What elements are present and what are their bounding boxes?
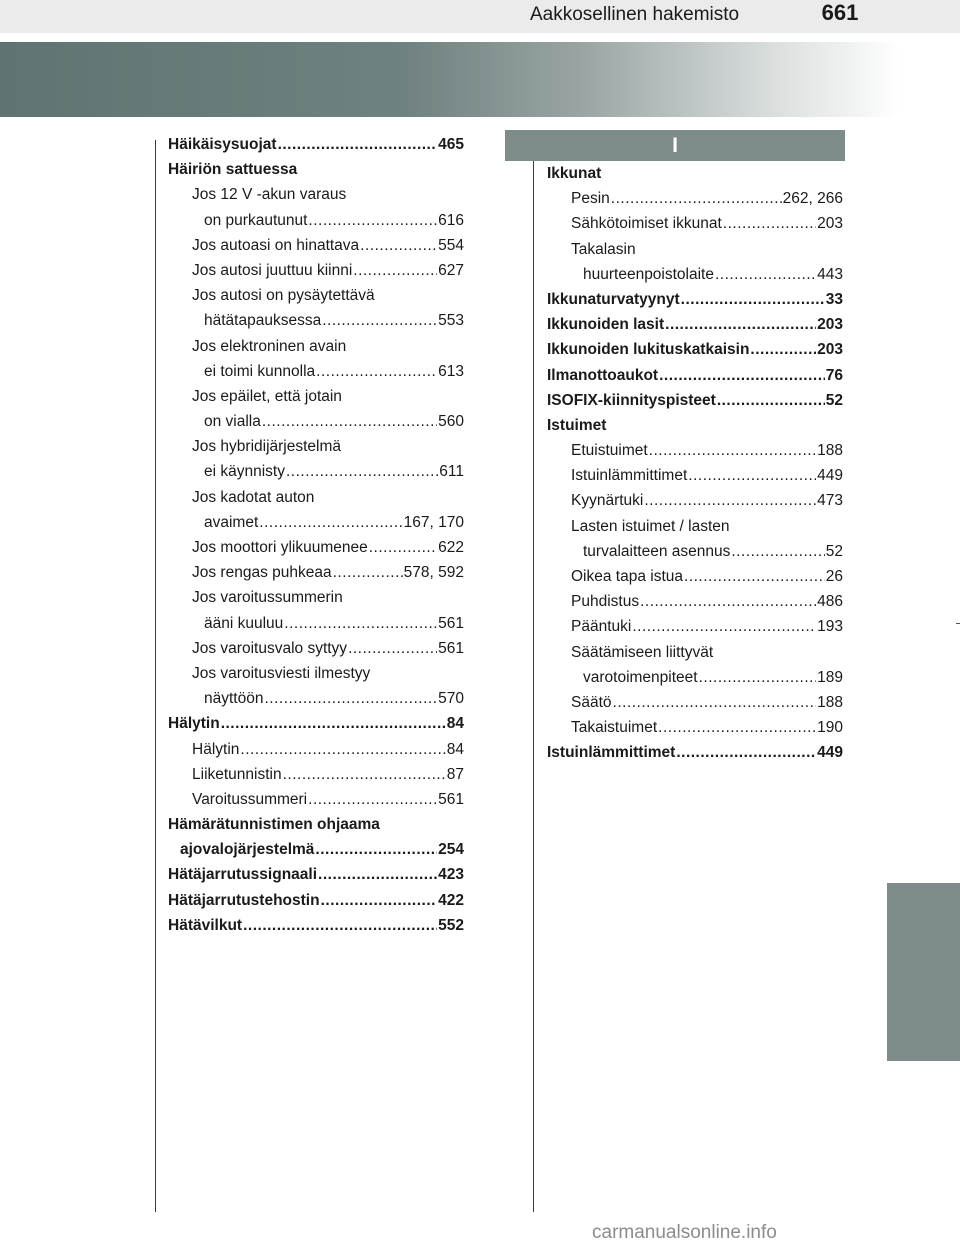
index-entry-text: Ilmanottoaukot bbox=[547, 366, 659, 384]
index-entry-text: on purkautunut bbox=[204, 211, 308, 229]
index-entry-text: Pääntuki bbox=[571, 618, 632, 636]
index-entry-page: 84 bbox=[446, 740, 464, 758]
index-entry-text: on vialla bbox=[204, 413, 261, 431]
index-entry bbox=[168, 510, 464, 535]
index-entry bbox=[168, 787, 464, 812]
index-entry-text: Säätö bbox=[571, 693, 612, 711]
chapter-side-tab bbox=[887, 883, 960, 1061]
index-entry bbox=[168, 837, 464, 862]
index-entry-text: Säätämiseen liittyvät bbox=[571, 643, 714, 661]
index-column-left bbox=[168, 132, 464, 938]
index-entry-text: Jos rengas puhkeaa bbox=[192, 564, 332, 582]
index-entry-text: huurteenpoistolaite bbox=[583, 265, 714, 283]
index-entry-text: Ikkunoiden lasit bbox=[547, 316, 665, 334]
index-entry-text: hätätapauksessa bbox=[204, 312, 322, 330]
index-entry bbox=[168, 711, 464, 736]
index-entry bbox=[168, 661, 464, 686]
section-title: Aakkosellinen hakemisto bbox=[530, 4, 740, 25]
index-entry-text: Jos 12 V -akun varaus bbox=[192, 186, 347, 204]
index-entry bbox=[547, 740, 843, 765]
index-entry-text: turvalaitteen asennus bbox=[583, 542, 731, 560]
index-entry-text: Jos autosi juuttuu kiinni bbox=[192, 261, 353, 279]
index-entry-page: 262, 266 bbox=[782, 190, 843, 208]
dot-leader bbox=[353, 258, 437, 283]
letter-header: I bbox=[505, 130, 845, 161]
index-entry bbox=[547, 463, 843, 488]
dot-leader bbox=[750, 337, 816, 362]
index-entry bbox=[547, 589, 843, 614]
dot-leader bbox=[318, 862, 437, 887]
index-entry bbox=[168, 560, 464, 585]
dot-leader bbox=[284, 611, 437, 636]
index-entry bbox=[547, 262, 843, 287]
index-entry bbox=[168, 258, 464, 283]
dot-leader bbox=[715, 262, 816, 287]
index-entry-text: Oikea tapa istua bbox=[571, 568, 684, 585]
dot-leader bbox=[684, 564, 825, 589]
index-entry-text: Jos kadotat auton bbox=[192, 488, 315, 506]
index-entry-page: 167, 170 bbox=[403, 513, 464, 531]
index-entry-page: 560 bbox=[438, 413, 464, 431]
dot-leader bbox=[308, 787, 437, 812]
dot-leader bbox=[644, 488, 816, 513]
index-entry bbox=[168, 611, 464, 636]
index-entry-text: Sähkötoimiset ikkunat bbox=[571, 215, 722, 233]
index-entry bbox=[168, 459, 464, 484]
right-column-rule bbox=[533, 140, 534, 1212]
index-entry bbox=[547, 539, 843, 564]
dot-leader bbox=[321, 888, 438, 913]
index-column-right bbox=[547, 161, 843, 766]
index-entry-text: näyttöön bbox=[204, 690, 264, 708]
dot-leader bbox=[369, 535, 437, 560]
dot-leader bbox=[278, 132, 438, 157]
index-entry-text: Ikkunoiden lukituskatkaisin bbox=[547, 341, 750, 359]
index-entry-page: 561 bbox=[438, 614, 464, 632]
index-entry-page: 203 bbox=[817, 316, 843, 334]
index-entry bbox=[168, 182, 464, 207]
index-entry-text: Etuistuimet bbox=[571, 442, 648, 460]
index-entry bbox=[168, 157, 464, 182]
index-entry-page: 76 bbox=[825, 366, 843, 384]
index-entry-page: 561 bbox=[438, 639, 464, 657]
index-entry bbox=[168, 233, 464, 258]
index-entry bbox=[168, 913, 464, 938]
index-entry bbox=[547, 237, 843, 262]
index-entry bbox=[168, 812, 464, 837]
index-entry-text: ISOFIX-kiinnityspisteet bbox=[547, 391, 716, 409]
index-entry-text: Liiketunnistin bbox=[192, 765, 282, 783]
index-entry-text: Takalasin bbox=[571, 240, 636, 258]
index-entry-page: 561 bbox=[438, 790, 464, 808]
index-entry bbox=[168, 535, 464, 560]
index-entry bbox=[547, 388, 843, 413]
index-entry-page: 422 bbox=[438, 891, 464, 909]
index-entry-text: Hälytin bbox=[192, 740, 240, 758]
index-entry-page: 486 bbox=[817, 593, 843, 611]
index-entry bbox=[547, 186, 843, 211]
index-entry bbox=[168, 485, 464, 510]
index-entry bbox=[547, 614, 843, 639]
index-entry bbox=[168, 132, 464, 157]
dot-leader bbox=[221, 711, 446, 736]
index-entry-text: Varoitussummeri bbox=[192, 790, 308, 808]
index-entry-text: Ikkunaturvatyynyt bbox=[547, 290, 680, 308]
dot-leader bbox=[611, 186, 782, 211]
index-entry-page: 193 bbox=[817, 618, 843, 636]
index-entry-text: Istuinlämmittimet bbox=[571, 467, 688, 485]
index-entry-text: Takaistuimet bbox=[571, 719, 658, 737]
index-entry-page: 87 bbox=[446, 765, 464, 783]
index-entry bbox=[547, 640, 843, 665]
dot-leader bbox=[632, 614, 816, 639]
dot-leader bbox=[717, 388, 825, 413]
index-entry bbox=[168, 636, 464, 661]
index-entry bbox=[168, 862, 464, 887]
index-entry bbox=[547, 690, 843, 715]
index-entry bbox=[168, 384, 464, 409]
index-entry-text: Jos varoitussummerin bbox=[192, 589, 343, 607]
index-entry bbox=[168, 585, 464, 610]
index-entry-page: 552 bbox=[438, 916, 464, 934]
index-entry bbox=[547, 438, 843, 463]
index-entry-page: 423 bbox=[438, 866, 464, 884]
index-entry-text: Lasten istuimet / lasten bbox=[571, 517, 730, 535]
index-entry-text: Jos hybridijärjestelmä bbox=[192, 438, 342, 456]
index-entry-page: 553 bbox=[438, 312, 464, 330]
index-entry bbox=[547, 715, 843, 740]
index-entry-text: Istuimet bbox=[547, 416, 607, 434]
dot-leader bbox=[640, 589, 816, 614]
index-entry bbox=[547, 413, 843, 438]
index-entry-page: 449 bbox=[817, 467, 843, 485]
index-entry-text: Jos varoitusvalo syttyy bbox=[192, 639, 348, 657]
index-entry-page: 254 bbox=[438, 841, 464, 859]
dot-leader bbox=[316, 359, 437, 384]
index-entry bbox=[547, 514, 843, 539]
index-entry-text: avaimet bbox=[204, 513, 259, 531]
index-entry-text: ajovalojärjestelmä bbox=[180, 841, 315, 859]
dot-leader bbox=[259, 510, 402, 535]
dot-leader bbox=[264, 686, 437, 711]
index-entry-page: 570 bbox=[438, 690, 464, 708]
index-entry-text: Jos elektroninen avain bbox=[192, 337, 347, 355]
index-entry bbox=[547, 363, 843, 388]
dot-leader bbox=[283, 762, 446, 787]
index-entry-page: 613 bbox=[438, 362, 464, 380]
index-entry-text: ääni kuuluu bbox=[204, 614, 284, 632]
index-entry-page: 188 bbox=[817, 442, 843, 460]
index-entry bbox=[168, 308, 464, 333]
watermark: carmanualsonline.info bbox=[592, 1222, 777, 1243]
dot-leader bbox=[688, 463, 816, 488]
index-entry-text: Häikäisysuojat bbox=[168, 136, 277, 153]
index-entry-text: Häiriön sattuessa bbox=[168, 161, 298, 179]
dot-leader bbox=[240, 737, 445, 762]
dot-leader bbox=[360, 233, 437, 258]
index-entry bbox=[168, 283, 464, 308]
dot-leader bbox=[262, 409, 437, 434]
dot-leader bbox=[676, 740, 816, 765]
index-entry-page: 554 bbox=[438, 236, 464, 254]
dot-leader bbox=[649, 438, 816, 463]
index-entry-text: ei toimi kunnolla bbox=[204, 362, 316, 380]
index-entry-text: Hätävilkut bbox=[168, 916, 243, 934]
index-entry bbox=[547, 488, 843, 513]
left-column-rule bbox=[155, 140, 156, 1212]
index-entry bbox=[168, 208, 464, 233]
index-entry bbox=[547, 665, 843, 690]
dot-leader bbox=[333, 560, 403, 585]
index-entry-text: Jos autosi on pysäytettävä bbox=[192, 287, 375, 305]
dot-leader bbox=[723, 211, 816, 236]
index-entry bbox=[168, 434, 464, 459]
index-entry-page: 189 bbox=[817, 668, 843, 686]
index-entry-page: 473 bbox=[817, 492, 843, 510]
dot-leader bbox=[699, 665, 817, 690]
index-entry bbox=[547, 287, 843, 312]
index-entry-page: 203 bbox=[817, 341, 843, 359]
index-entry-page: 465 bbox=[438, 136, 464, 153]
dot-leader bbox=[322, 308, 437, 333]
index-entry-page: 578, 592 bbox=[403, 564, 464, 582]
index-entry-page: 622 bbox=[438, 539, 464, 556]
index-entry bbox=[547, 312, 843, 337]
index-entry-page: 203 bbox=[817, 215, 843, 233]
header-banner bbox=[0, 42, 900, 117]
dot-leader bbox=[681, 287, 825, 312]
page-number: 661 bbox=[821, 0, 859, 25]
dot-leader bbox=[286, 459, 438, 484]
index-entry-text: Ikkunat bbox=[547, 165, 602, 182]
index-entry-page: 627 bbox=[438, 261, 464, 279]
index-entry bbox=[168, 334, 464, 359]
dot-leader bbox=[613, 690, 817, 715]
index-entry-text: Kyynärtuki bbox=[571, 492, 644, 510]
index-entry-page: 443 bbox=[817, 265, 843, 283]
index-entry bbox=[547, 337, 843, 362]
index-entry-text: Hätäjarrutustehostin bbox=[168, 891, 320, 909]
index-entry-text: Hälytin bbox=[168, 715, 220, 733]
index-entry-page: 26 bbox=[825, 568, 843, 585]
dot-leader bbox=[658, 715, 816, 740]
index-entry bbox=[168, 762, 464, 787]
index-entry-page: 611 bbox=[439, 463, 464, 481]
index-entry bbox=[168, 888, 464, 913]
dot-leader bbox=[315, 837, 437, 862]
index-entry-text: ei käynnisty bbox=[204, 463, 285, 481]
index-entry-page: 52 bbox=[825, 391, 843, 409]
index-entry bbox=[547, 564, 843, 589]
index-entry-page: 33 bbox=[825, 290, 843, 308]
index-entry-text: Jos moottori ylikuumenee bbox=[192, 539, 368, 556]
index-entry bbox=[168, 737, 464, 762]
index-entry bbox=[168, 359, 464, 384]
index-entry-page: 84 bbox=[446, 715, 464, 733]
index-entry bbox=[168, 409, 464, 434]
index-entry bbox=[547, 211, 843, 236]
index-entry-page: 190 bbox=[817, 719, 843, 737]
dot-leader bbox=[659, 363, 825, 388]
dot-leader bbox=[243, 913, 437, 938]
index-entry-text: Puhdistus bbox=[571, 593, 640, 611]
index-entry-text: Istuinlämmittimet bbox=[547, 744, 676, 762]
index-entry-text: Pesin bbox=[571, 190, 610, 208]
index-entry-text: Jos autoasi on hinattava bbox=[192, 236, 360, 254]
index-entry-page: 449 bbox=[817, 744, 843, 762]
index-entry-page: 188 bbox=[817, 693, 843, 711]
dot-leader bbox=[731, 539, 824, 564]
index-entry-text: Hämärätunnistimen ohjaama bbox=[168, 816, 380, 834]
index-entry-text: Jos epäilet, että jotain bbox=[192, 387, 342, 405]
index-entry-text: Hätäjarrutussignaali bbox=[168, 866, 318, 884]
index-entry bbox=[168, 686, 464, 711]
dot-leader bbox=[665, 312, 816, 337]
dot-leader bbox=[348, 636, 437, 661]
index-entry-text: Jos varoitusviesti ilmestyy bbox=[192, 664, 371, 682]
dot-leader bbox=[308, 208, 437, 233]
index-entry-page: 52 bbox=[825, 542, 843, 560]
index-entry bbox=[547, 161, 843, 186]
edge-mark bbox=[956, 623, 960, 624]
index-entry-text: varotoimenpiteet bbox=[583, 668, 698, 686]
index-entry-page: 616 bbox=[438, 211, 464, 229]
